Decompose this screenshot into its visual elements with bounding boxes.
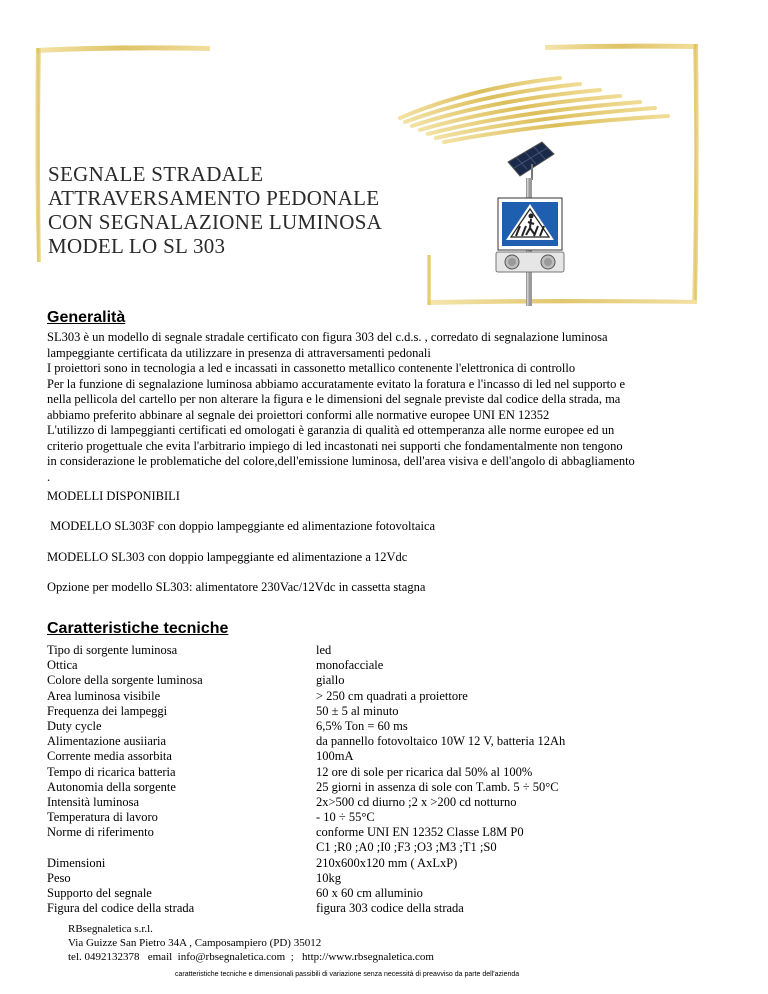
generalita-line: nella pellicola del cartello per non alterare la figura e le dimensioni del segnale previste dal codice della strada, ma [47,392,621,406]
spec-label: Norme di riferimento [47,825,154,840]
spec-value: led [316,643,332,657]
title-line-1: SEGNALE STRADALE [48,162,264,186]
modelli-item: MODELLO SL303 con doppio lampeggiante ed alimentazione a 12Vdc [47,550,408,564]
spec-value: conforme UNI EN 12352 Classe L8M P0 [316,825,524,840]
company-contacts: tel. 0492132378 email info@rbsegnaletica.com ; http://www.rbsegnaletica.com [68,951,434,963]
spec-value: 2x>500 cd diurno ;2 x >200 cd notturno [316,794,517,809]
spec-labels [47,643,203,916]
spec-values [316,643,565,916]
spec-label: Dimensioni [47,855,106,870]
spec-label: Tipo di sorgente luminosa [47,643,178,657]
spec-label: Colore della sorgente luminosa [47,673,203,688]
lamp-housing [496,252,564,272]
spec-label: Autonomia della sorgente [47,779,176,794]
generalita-body [47,330,747,485]
spec-value: figura 303 codice della strada [316,901,464,916]
spec-label: Intensità luminosa [47,794,139,809]
title-line-3: CON SEGNALAZIONE LUMINOSA [48,210,383,234]
spec-value: 6,5% Ton = 60 ms [316,718,408,733]
modelli-item: MODELLO SL303F con doppio lampeggiante ed alimentazione fotovoltaica [47,519,436,533]
product-illustration [490,140,580,310]
spec-label: Frequenza dei lampeggi [47,703,168,718]
spec-label: Supporto del segnale [47,886,152,900]
title-line-2: ATTRAVERSAMENTO PEDONALE [48,186,380,210]
spec-value: - 10 ÷ 55°C [316,810,375,825]
spec-value: C1 ;R0 ;A0 ;I0 ;F3 ;O3 ;M3 ;T1 ;S0 [316,840,497,855]
generalita-line: criterio progettuale che evita l'arbitrario impiego di led incastonati nei supporti che fondamentalmente non tengono [47,438,623,453]
spec-label: Corrente media assorbita [47,749,172,764]
generalita-line: Per la funzione di segnalazione luminosa abbiamo accuratamente evitato la foratura e l'incasso di led nel supporto e [47,376,626,391]
spec-value: 25 giorni in assenza di sole con T.amb. 5 ÷ 50°C [316,779,559,794]
caratteristiche-heading: Caratteristiche tecniche [47,620,229,637]
spec-label: Temperatura di lavoro [47,810,158,825]
modelli-heading: MODELLI DISPONIBILI [47,489,180,503]
modelli-item: Opzione per modello SL303: alimentatore 230Vac/12Vdc in cassetta stagna [47,580,426,594]
spec-label: Duty cycle [47,718,102,733]
generalita-line: I proiettori sono in tecnologia a led e incassati in cassonetto metallico contenente l'elettronica di controllo [47,361,576,375]
spec-label: Peso [47,870,71,885]
solar-panel-icon [508,142,554,180]
generalita-line: SL303 è un modello di segnale stradale certificato con figura 303 del c.d.s. , corredato di segnalazione luminosa [47,330,608,344]
spec-value: da pannello fotovoltaico 10W 12 V, batteria 12Ah [316,734,566,749]
spec-label: Tempo di ricarica batteria [47,764,176,779]
company-address: Via Guizze San Pietro 34A , Camposampiero (PD) 35012 [68,937,322,949]
spec-label: Figura del codice della strada [47,901,195,916]
spec-value: 50 ± 5 al minuto [316,703,399,718]
generalita-line: L'utilizzo di lampeggianti certificati ed omologati è garanzia di qualità ed ottemperanza alle norme europee ed un [47,423,615,437]
spec-value: 210x600x120 mm ( AxLxP) [316,855,458,870]
generalita-line: lampeggiante certificata da utilizzare in presenza di attraversamenti pedonali [47,345,431,360]
page-title [48,162,382,258]
spec-label [47,840,203,855]
spec-label: Area luminosa visibile [47,688,161,703]
spec-value: 100mA [316,749,354,764]
spec-value: 10kg [316,870,341,885]
spec-value: > 250 cm quadrati a proiettore [316,688,468,703]
company-footer [68,922,434,964]
title-line-4: MODEL LO SL 303 [48,234,226,258]
generalita-line: in considerazione le problematiche del colore,dell'emissione luminosa, dell'area visiva e dell'angolo di abbagliamento [47,454,635,468]
generalita-heading: Generalità [47,309,126,326]
pedestrian-crossing-sign-icon [498,198,562,250]
spec-label: Ottica [47,658,78,673]
spec-value: 60 x 60 cm alluminio [316,886,423,900]
spec-label: Alimentazione ausiiaria [47,734,167,749]
spec-value: monofacciale [316,658,384,673]
spec-value: 12 ore di sole per ricarica dal 50% al 100% [316,764,533,779]
generalita-line: . [47,469,51,484]
spec-value: giallo [316,673,345,688]
disclaimer: caratteristiche tecniche e dimensionali passibili di variazione senza necessità di preavviso da parte dell'azienda [175,971,520,978]
company-name: RBsegnaletica s.r.l. [68,923,153,935]
generalita-line: abbiamo preferito abbinare al segnale dei proiettori conformi alle normative europee UNI EN 12352 [47,407,550,422]
